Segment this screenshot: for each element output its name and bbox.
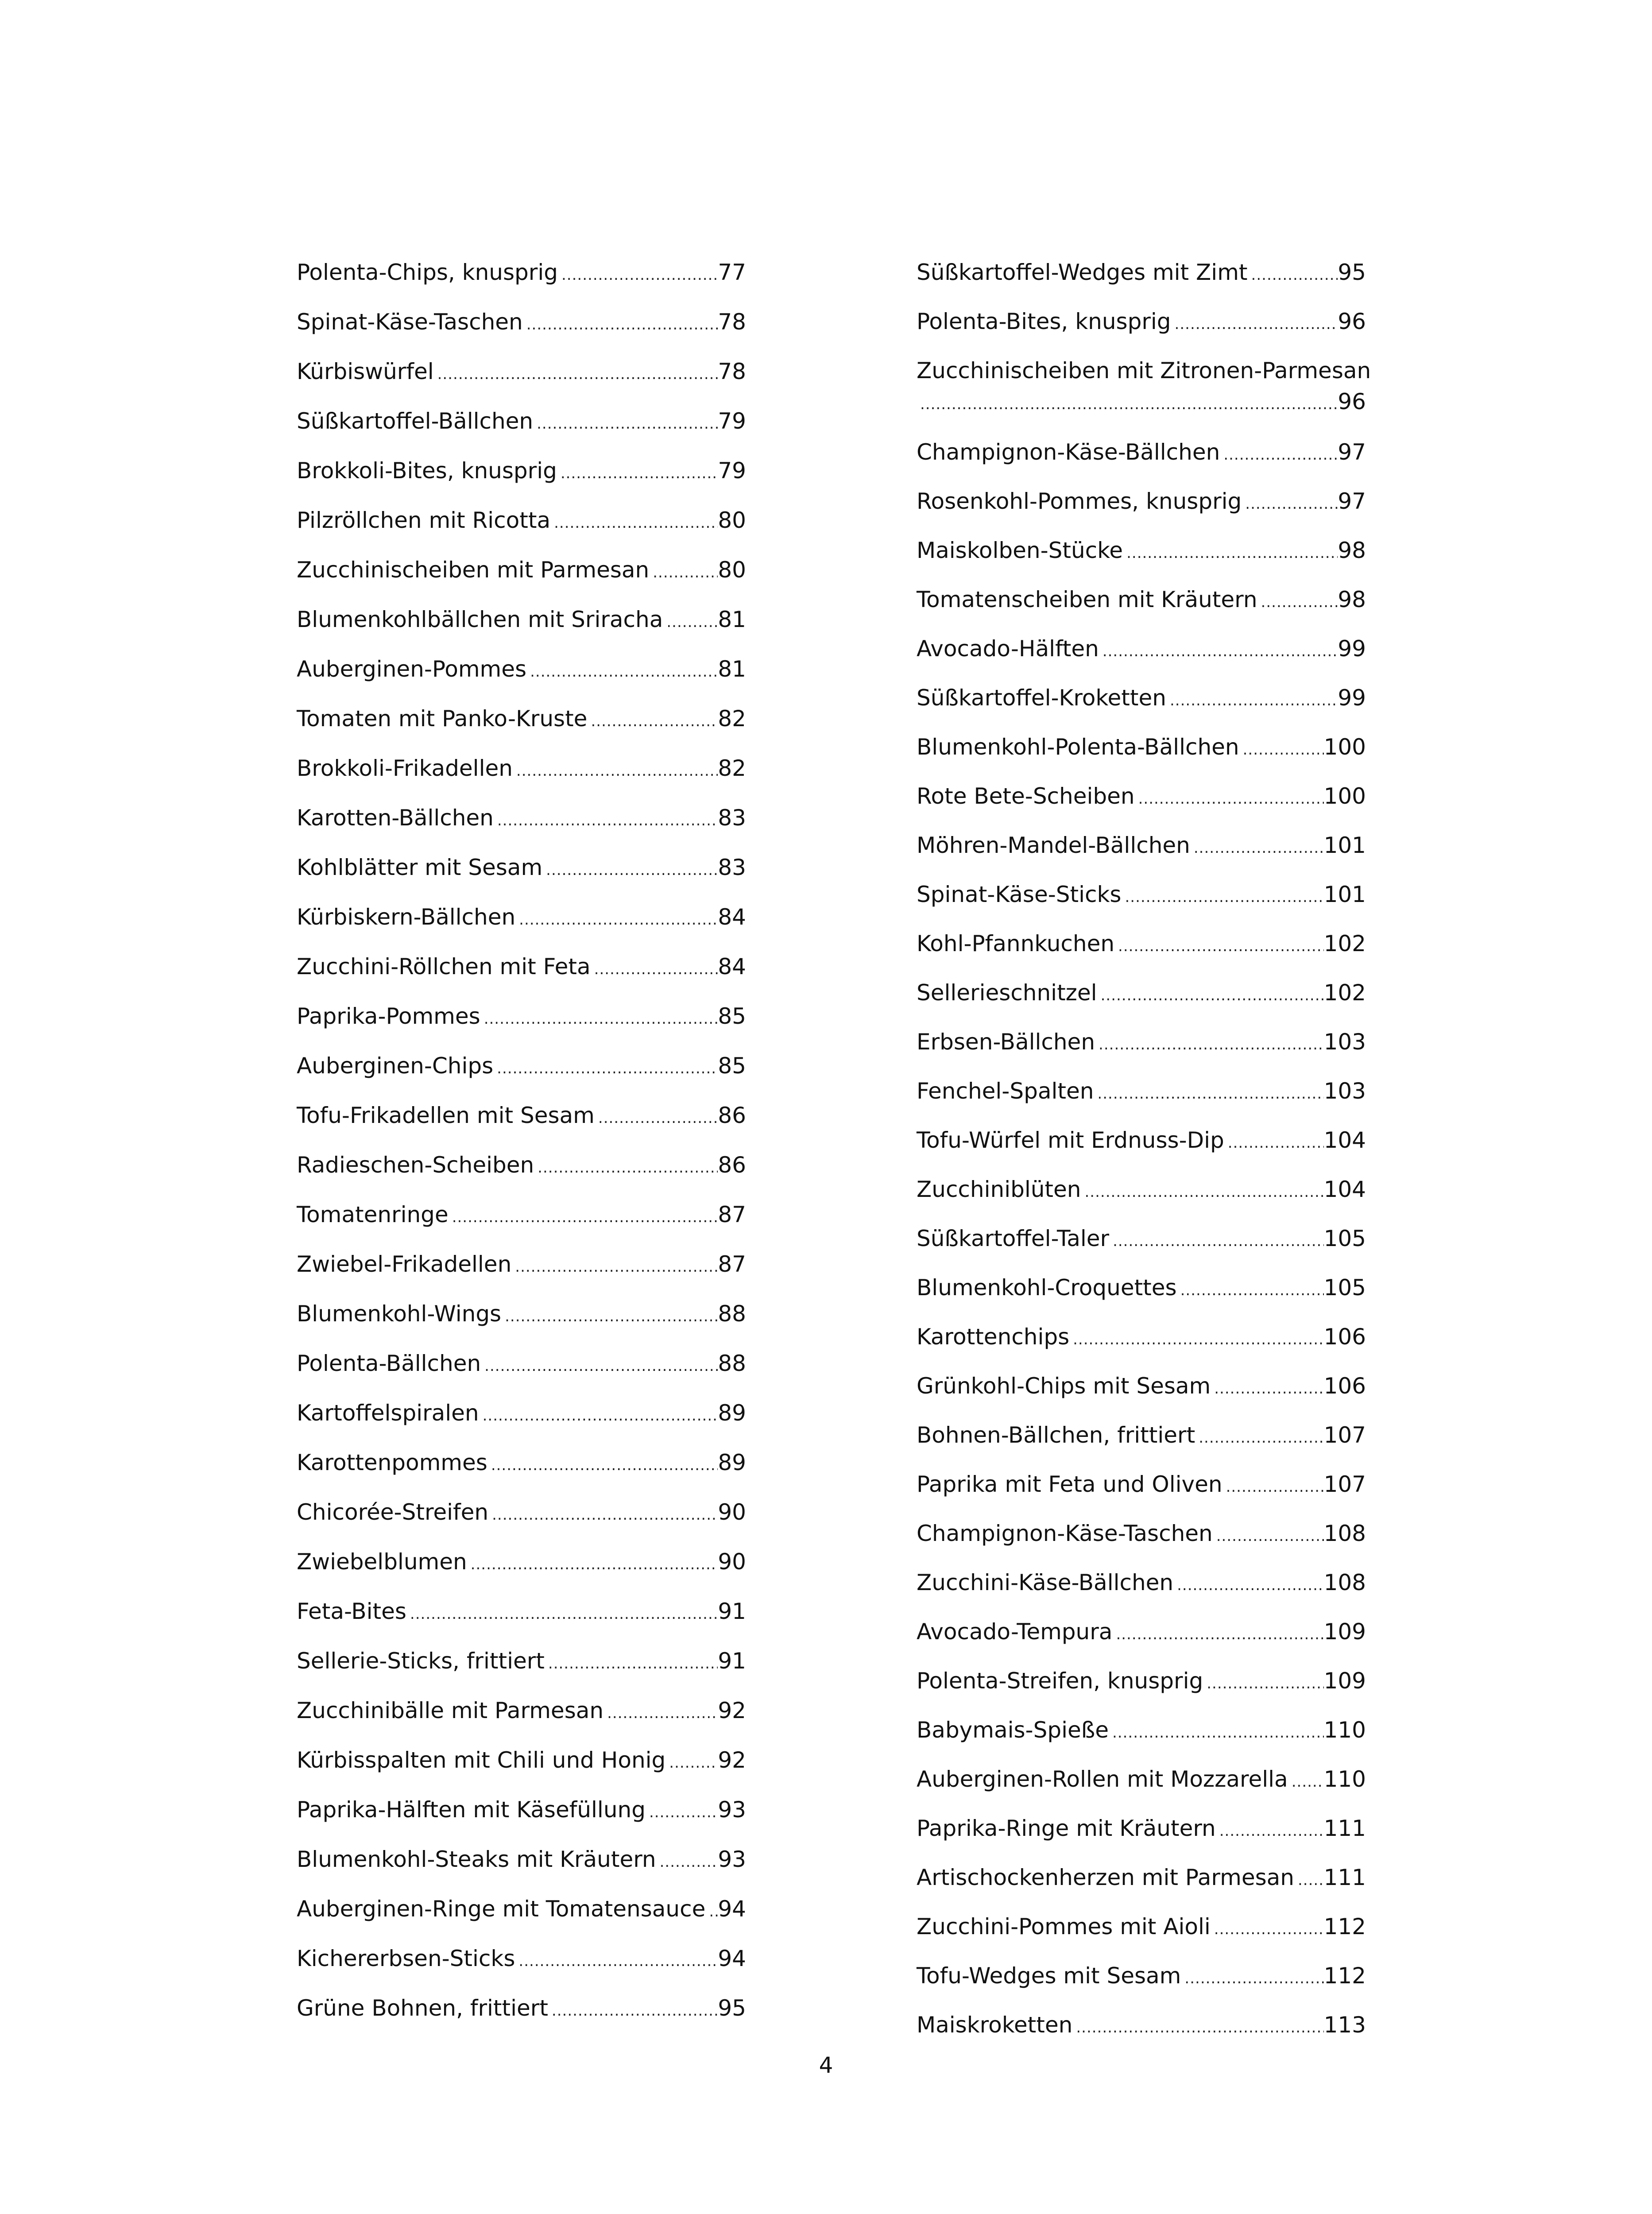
entry-title: Süßkartoffel-Bällchen bbox=[297, 408, 534, 434]
dot-leader bbox=[545, 1648, 718, 1679]
toc-entry bbox=[917, 1174, 1366, 1223]
toc-entry bbox=[297, 505, 746, 554]
dot-leader bbox=[542, 855, 718, 886]
toc-entry bbox=[917, 732, 1366, 781]
entry-title: Spinat-Käse-Taschen bbox=[297, 309, 523, 335]
entry-title: Tofu-Wedges mit Sesam bbox=[917, 1963, 1181, 1989]
entry-page-number: 97 bbox=[1338, 488, 1366, 514]
dot-leader bbox=[481, 1351, 718, 1382]
entry-page-number: 92 bbox=[718, 1747, 746, 1773]
entry-page-number: 85 bbox=[718, 1003, 746, 1029]
entry-page-number: 89 bbox=[718, 1400, 746, 1426]
toc-entry bbox=[297, 306, 746, 356]
toc-entry bbox=[297, 1695, 746, 1745]
toc-entry bbox=[917, 486, 1366, 535]
entry-page-number: 100 bbox=[1323, 783, 1366, 809]
toc-entry bbox=[917, 682, 1366, 732]
dot-leader bbox=[1203, 1668, 1323, 1699]
dot-leader bbox=[1112, 1619, 1323, 1650]
entry-page-number: 88 bbox=[718, 1351, 746, 1376]
entry-page-number: 103 bbox=[1323, 1078, 1366, 1104]
entry-page-number: 108 bbox=[1323, 1521, 1366, 1546]
toc-entry bbox=[917, 1370, 1366, 1420]
dot-leader bbox=[548, 1995, 718, 2026]
entry-title: Zwiebel-Frikadellen bbox=[297, 1251, 512, 1277]
entry-title: Sellerieschnitzel bbox=[917, 980, 1097, 1006]
entry-title: Paprika-Ringe mit Kräutern bbox=[917, 1815, 1216, 1841]
toc-entry bbox=[917, 355, 1371, 437]
dot-leader bbox=[480, 1003, 718, 1034]
dot-leader bbox=[1099, 636, 1338, 667]
entry-title: Auberginen-Rollen mit Mozzarella bbox=[917, 1766, 1288, 1792]
dot-leader bbox=[663, 607, 718, 638]
dot-leader bbox=[1213, 1521, 1324, 1552]
dot-leader bbox=[604, 1698, 718, 1729]
entry-title: Blumenkohl-Steaks mit Kräutern bbox=[297, 1846, 656, 1872]
dot-leader bbox=[1135, 783, 1324, 814]
dot-leader bbox=[1097, 980, 1324, 1011]
entry-title: Auberginen-Pommes bbox=[297, 656, 527, 682]
toc-entry bbox=[297, 703, 746, 753]
dot-leader bbox=[1195, 1422, 1323, 1453]
dot-leader bbox=[1072, 2012, 1323, 2043]
entry-title: Feta-Bites bbox=[297, 1599, 406, 1624]
entry-title: Möhren-Mandel-Bällchen bbox=[917, 832, 1190, 858]
dot-leader bbox=[591, 954, 718, 985]
entry-title: Champignon-Käse-Taschen bbox=[917, 1521, 1213, 1546]
dot-leader bbox=[1109, 1717, 1324, 1748]
entry-title: Polenta-Streifen, knusprig bbox=[917, 1668, 1203, 1694]
entry-title: Zucchinischeiben mit Parmesan bbox=[297, 557, 650, 583]
dot-leader bbox=[705, 1896, 718, 1927]
toc-entry bbox=[917, 1715, 1366, 1764]
entry-title: Avocado-Hälften bbox=[917, 636, 1099, 662]
entry-title: Maiskolben-Stücke bbox=[917, 538, 1123, 563]
toc-entry bbox=[297, 852, 746, 902]
dot-leader bbox=[587, 706, 718, 737]
toc-entry bbox=[297, 406, 746, 455]
toc-entry bbox=[297, 1348, 746, 1397]
entry-title: Kürbisspalten mit Chili und Honig bbox=[297, 1747, 666, 1773]
entry-title: Blumenkohlbällchen mit Sriracha bbox=[297, 607, 663, 632]
dot-leader bbox=[515, 1946, 718, 1977]
toc-entry bbox=[297, 1546, 746, 1596]
entry-title: Karottenpommes bbox=[297, 1450, 487, 1475]
entry-title: Radieschen-Scheiben bbox=[297, 1152, 534, 1178]
toc-entry bbox=[917, 306, 1366, 355]
entry-title: Karotten-Bällchen bbox=[297, 805, 494, 831]
dot-leader bbox=[1211, 1373, 1323, 1404]
toc-entry bbox=[917, 1125, 1366, 1174]
dot-leader bbox=[1242, 488, 1338, 519]
dot-leader bbox=[1220, 439, 1338, 470]
dot-leader bbox=[1248, 259, 1338, 290]
toc-entry bbox=[917, 879, 1366, 928]
dot-leader bbox=[665, 1747, 718, 1778]
toc-left-column bbox=[297, 257, 746, 2042]
toc-entry bbox=[917, 1567, 1366, 1616]
entry-title: Polenta-Chips, knusprig bbox=[297, 259, 558, 285]
entry-page-number: 83 bbox=[718, 855, 746, 880]
toc-entry bbox=[917, 1764, 1366, 1813]
entry-page-number: 97 bbox=[1338, 439, 1366, 465]
entry-title: Sellerie-Sticks, frittiert bbox=[297, 1648, 545, 1674]
entry-page-number: 82 bbox=[718, 706, 746, 732]
entry-page-number: 112 bbox=[1323, 1963, 1366, 1989]
toc-entry bbox=[297, 1397, 746, 1447]
entry-title: Spinat-Käse-Sticks bbox=[917, 882, 1122, 907]
entry-title: Süßkartoffel-Taler bbox=[917, 1226, 1110, 1251]
entry-page-number: 85 bbox=[718, 1053, 746, 1079]
dot-leader bbox=[1094, 1078, 1323, 1109]
entry-page-number: 104 bbox=[1323, 1127, 1366, 1153]
toc-entry bbox=[917, 1420, 1366, 1469]
toc-entry bbox=[917, 977, 1366, 1026]
entry-title: Kichererbsen-Sticks bbox=[297, 1946, 515, 1971]
entry-title: Polenta-Bites, knusprig bbox=[917, 309, 1171, 334]
entry-title: Süßkartoffel-Wedges mit Zimt bbox=[917, 259, 1248, 285]
toc-entry bbox=[917, 781, 1366, 830]
dot-leader bbox=[1211, 1914, 1324, 1945]
dot-leader bbox=[1224, 1127, 1324, 1158]
toc-entry bbox=[297, 951, 746, 1001]
entry-title: Zucchiniblüten bbox=[917, 1177, 1081, 1202]
entry-page-number: 87 bbox=[718, 1251, 746, 1277]
toc-entry bbox=[917, 1026, 1366, 1076]
dot-leader bbox=[526, 656, 718, 687]
dot-leader bbox=[1166, 685, 1338, 716]
entry-title: Kürbiswürfel bbox=[297, 359, 434, 384]
dot-leader bbox=[449, 1202, 718, 1233]
entry-title: Tofu-Würfel mit Erdnuss-Dip bbox=[917, 1127, 1224, 1153]
toc-entry bbox=[297, 654, 746, 703]
entry-title: Süßkartoffel-Kroketten bbox=[917, 685, 1166, 711]
toc-entry bbox=[917, 1960, 1366, 2009]
entry-title: Chicorée-Streifen bbox=[297, 1499, 489, 1525]
toc-entry bbox=[297, 1794, 746, 1844]
entry-title: Zucchinibälle mit Parmesan bbox=[297, 1698, 604, 1723]
dot-leader bbox=[646, 1797, 718, 1828]
toc-entry bbox=[917, 1076, 1366, 1125]
toc-entry bbox=[297, 1844, 746, 1893]
toc-entry bbox=[297, 1497, 746, 1546]
entry-title: Tomatenringe bbox=[297, 1202, 449, 1227]
entry-title: Pilzröllchen mit Ricotta bbox=[297, 507, 551, 533]
entry-page-number: 86 bbox=[718, 1152, 746, 1178]
entry-title: Avocado-Tempura bbox=[917, 1619, 1113, 1645]
dot-leader bbox=[488, 1499, 718, 1530]
dot-leader bbox=[523, 309, 718, 340]
toc-entry bbox=[917, 1862, 1366, 1911]
toc-entry bbox=[297, 1943, 746, 1993]
entry-title: Blumenkohl-Polenta-Bällchen bbox=[917, 734, 1239, 760]
toc-entry bbox=[297, 1001, 746, 1050]
entry-page-number: 96 bbox=[1338, 389, 1366, 414]
entry-title: Zwiebelblumen bbox=[297, 1549, 467, 1575]
entry-title: Paprika-Hälften mit Käsefüllung bbox=[297, 1797, 646, 1823]
entry-page-number: 91 bbox=[718, 1599, 746, 1624]
entry-title: Karottenchips bbox=[917, 1324, 1070, 1350]
toc-entry bbox=[917, 1223, 1366, 1272]
dot-leader bbox=[1109, 1226, 1324, 1257]
entry-page-number: 90 bbox=[718, 1549, 746, 1575]
entry-page-number: 96 bbox=[1338, 309, 1366, 334]
entry-title: Maiskroketten bbox=[917, 2012, 1073, 2038]
toc-entry bbox=[917, 633, 1366, 682]
dot-leader bbox=[467, 1549, 718, 1580]
entry-title: Grünkohl-Chips mit Sesam bbox=[917, 1373, 1211, 1399]
entry-page-number: 99 bbox=[1338, 636, 1366, 662]
entry-page-number: 86 bbox=[718, 1103, 746, 1128]
entry-page-number: 80 bbox=[718, 557, 746, 583]
entry-title: Auberginen-Chips bbox=[297, 1053, 494, 1079]
entry-page-number: 95 bbox=[1338, 259, 1366, 285]
toc-entry bbox=[297, 1249, 746, 1298]
dot-leader bbox=[479, 1400, 718, 1431]
entry-page-number: 110 bbox=[1323, 1766, 1366, 1792]
entry-page-number: 80 bbox=[718, 507, 746, 533]
dot-leader bbox=[649, 557, 718, 588]
dot-leader bbox=[1216, 1815, 1324, 1846]
toc-entry bbox=[297, 1298, 746, 1348]
toc-entry bbox=[917, 1469, 1366, 1518]
toc-entry bbox=[297, 1199, 746, 1249]
entry-page-number: 107 bbox=[1323, 1471, 1366, 1497]
entry-page-number: 94 bbox=[718, 1896, 746, 1922]
entry-title: Paprika mit Feta und Oliven bbox=[917, 1471, 1223, 1497]
dot-leader bbox=[1288, 1766, 1324, 1797]
toc-entry bbox=[297, 1100, 746, 1150]
dot-leader bbox=[434, 359, 718, 390]
entry-page-number: 94 bbox=[718, 1946, 746, 1971]
toc-entry bbox=[917, 2009, 1366, 2059]
toc-entry bbox=[917, 1518, 1366, 1567]
entry-title: Grüne Bohnen, frittiert bbox=[297, 1995, 548, 2021]
entry-page-number: 112 bbox=[1323, 1914, 1366, 1939]
toc-entry bbox=[917, 1665, 1366, 1715]
entry-page-number: 101 bbox=[1323, 832, 1366, 858]
dot-leader bbox=[1173, 1570, 1323, 1601]
toc-entry bbox=[917, 1272, 1366, 1321]
entry-page-number: 84 bbox=[718, 954, 746, 979]
entry-title: Bohnen-Bällchen, frittiert bbox=[917, 1422, 1195, 1448]
entry-title: Tomatenscheiben mit Kräutern bbox=[917, 587, 1257, 612]
entry-page-number: 89 bbox=[718, 1450, 746, 1475]
entry-title: Artischockenherzen mit Parmesan bbox=[917, 1865, 1294, 1890]
toc-entry bbox=[297, 1993, 746, 2042]
toc-entry bbox=[917, 1321, 1366, 1370]
entry-page-number: 106 bbox=[1323, 1324, 1366, 1350]
entry-page-number: 109 bbox=[1323, 1619, 1366, 1645]
entry-page-number: 98 bbox=[1338, 587, 1366, 612]
entry-page-number: 81 bbox=[718, 656, 746, 682]
dot-leader bbox=[406, 1599, 718, 1630]
entry-title: Kohlblätter mit Sesam bbox=[297, 855, 543, 880]
entry-title: Champignon-Käse-Bällchen bbox=[917, 439, 1220, 465]
entry-title: Fenchel-Spalten bbox=[917, 1078, 1094, 1104]
entry-page-number: 113 bbox=[1323, 2012, 1366, 2038]
dot-leader bbox=[511, 1251, 718, 1282]
entry-title: Kürbiskern-Bällchen bbox=[297, 904, 516, 930]
entry-page-number: 95 bbox=[718, 1995, 746, 2021]
toc-entry bbox=[297, 902, 746, 951]
entry-page-number: 83 bbox=[718, 805, 746, 831]
toc-entry bbox=[917, 257, 1366, 306]
entry-page-number: 87 bbox=[718, 1202, 746, 1227]
entry-title: Polenta-Bällchen bbox=[297, 1351, 481, 1376]
entry-page-number: 93 bbox=[718, 1797, 746, 1823]
entry-page-number: 93 bbox=[718, 1846, 746, 1872]
entry-title: Kohl-Pfannkuchen bbox=[917, 931, 1115, 956]
toc-entry bbox=[297, 1893, 746, 1943]
entry-title: Erbsen-Bällchen bbox=[917, 1029, 1095, 1055]
entry-title: Rote Bete-Scheiben bbox=[917, 783, 1135, 809]
entry-page-number: 101 bbox=[1323, 882, 1366, 907]
dot-leader bbox=[917, 389, 1338, 420]
entry-page-number: 81 bbox=[718, 607, 746, 632]
entry-page-number: 104 bbox=[1323, 1177, 1366, 1202]
toc-entry bbox=[917, 1911, 1366, 1960]
entry-page-number: 110 bbox=[1323, 1717, 1366, 1743]
dot-leader bbox=[656, 1846, 718, 1877]
entry-page-number: 111 bbox=[1323, 1865, 1366, 1890]
entry-page-number: 91 bbox=[718, 1648, 746, 1674]
entry-title: Zucchini-Käse-Bällchen bbox=[917, 1570, 1174, 1595]
entry-page-number: 103 bbox=[1323, 1029, 1366, 1055]
entry-title: Kartoffelspiralen bbox=[297, 1400, 479, 1426]
entry-title: Blumenkohl-Croquettes bbox=[917, 1275, 1177, 1301]
dot-leader bbox=[494, 805, 718, 836]
dot-leader bbox=[515, 904, 718, 935]
entry-page-number: 82 bbox=[718, 755, 746, 781]
toc-entry bbox=[297, 554, 746, 604]
toc-entry bbox=[297, 1596, 746, 1645]
toc-entry bbox=[917, 830, 1366, 879]
entry-title: Zucchini-Röllchen mit Feta bbox=[297, 954, 591, 979]
entry-page-number: 79 bbox=[718, 408, 746, 434]
toc-entry bbox=[297, 1150, 746, 1199]
entry-page-number: 102 bbox=[1323, 931, 1366, 956]
dot-leader bbox=[534, 1152, 718, 1183]
entry-title: Brokkoli-Bites, knusprig bbox=[297, 458, 557, 484]
entry-title: Brokkoli-Frikadellen bbox=[297, 755, 513, 781]
entry-title: Tomaten mit Panko-Kruste bbox=[297, 706, 588, 732]
entry-page-number: 100 bbox=[1323, 734, 1366, 760]
dot-leader bbox=[595, 1103, 718, 1134]
page-number: 4 bbox=[819, 2052, 833, 2078]
dot-leader bbox=[1190, 832, 1324, 863]
toc-entry bbox=[297, 257, 746, 306]
dot-leader bbox=[487, 1450, 718, 1481]
entry-title: Tofu-Frikadellen mit Sesam bbox=[297, 1103, 595, 1128]
toc-entry bbox=[297, 1447, 746, 1497]
entry-title: Zucchini-Pommes mit Aioli bbox=[917, 1914, 1211, 1939]
dot-leader bbox=[1294, 1865, 1324, 1896]
dot-leader bbox=[557, 458, 718, 489]
toc-entry bbox=[917, 1616, 1366, 1665]
toc-entry bbox=[297, 1745, 746, 1794]
toc-entry bbox=[297, 356, 746, 406]
entry-page-number: 105 bbox=[1323, 1275, 1366, 1301]
entry-page-number: 111 bbox=[1323, 1815, 1366, 1841]
entry-page-number: 88 bbox=[718, 1301, 746, 1327]
entry-title: Blumenkohl-Wings bbox=[297, 1301, 502, 1327]
entry-title: Zucchinischeiben mit Zitronen-Parmesan bbox=[917, 358, 1371, 383]
dot-leader bbox=[550, 507, 718, 538]
entry-title: Auberginen-Ringe mit Tomatensauce bbox=[297, 1896, 706, 1922]
toc-entry bbox=[917, 1813, 1366, 1862]
dot-leader bbox=[1171, 309, 1338, 340]
dot-leader bbox=[513, 755, 718, 786]
entry-page-number: 108 bbox=[1323, 1570, 1366, 1595]
entry-title: Babymais-Spieße bbox=[917, 1717, 1109, 1743]
entry-page-number: 107 bbox=[1323, 1422, 1366, 1448]
entry-title: Rosenkohl-Pommes, knusprig bbox=[917, 488, 1242, 514]
entry-page-number: 78 bbox=[718, 359, 746, 384]
dot-leader bbox=[493, 1053, 718, 1084]
entry-page-number: 98 bbox=[1338, 538, 1366, 563]
entry-page-number: 77 bbox=[718, 259, 746, 285]
entry-page-number: 79 bbox=[718, 458, 746, 484]
dot-leader bbox=[558, 259, 718, 290]
dot-leader bbox=[1114, 931, 1324, 962]
dot-leader bbox=[1239, 734, 1324, 765]
dot-leader bbox=[1257, 587, 1338, 618]
toc-entry bbox=[917, 437, 1366, 486]
dot-leader bbox=[1095, 1029, 1324, 1060]
entry-page-number: 92 bbox=[718, 1698, 746, 1723]
toc-entry bbox=[917, 535, 1366, 584]
toc-entry bbox=[297, 604, 746, 654]
entry-page-number: 102 bbox=[1323, 980, 1366, 1006]
dot-leader bbox=[1181, 1963, 1323, 1994]
toc-entry bbox=[297, 802, 746, 852]
entry-page-number: 99 bbox=[1338, 685, 1366, 711]
toc-entry bbox=[297, 1050, 746, 1100]
toc-entry bbox=[917, 928, 1366, 977]
toc-entry bbox=[297, 753, 746, 802]
toc-right-column bbox=[917, 257, 1371, 2059]
dot-leader bbox=[1123, 538, 1338, 569]
entry-title: Paprika-Pommes bbox=[297, 1003, 480, 1029]
entry-page-number: 109 bbox=[1323, 1668, 1366, 1694]
dot-leader bbox=[1177, 1275, 1324, 1306]
dot-leader bbox=[1121, 882, 1323, 913]
entry-page-number: 90 bbox=[718, 1499, 746, 1525]
entry-page-number: 105 bbox=[1323, 1226, 1366, 1251]
entry-page-number: 106 bbox=[1323, 1373, 1366, 1399]
entry-page-number: 84 bbox=[718, 904, 746, 930]
dot-leader bbox=[533, 408, 718, 439]
dot-leader bbox=[1081, 1177, 1323, 1208]
entry-page-number: 78 bbox=[718, 309, 746, 335]
dot-leader bbox=[1069, 1324, 1323, 1355]
dot-leader bbox=[501, 1301, 718, 1332]
toc-entry bbox=[297, 1645, 746, 1695]
toc-entry bbox=[297, 455, 746, 505]
toc-entry bbox=[917, 584, 1366, 633]
dot-leader bbox=[1223, 1471, 1324, 1502]
